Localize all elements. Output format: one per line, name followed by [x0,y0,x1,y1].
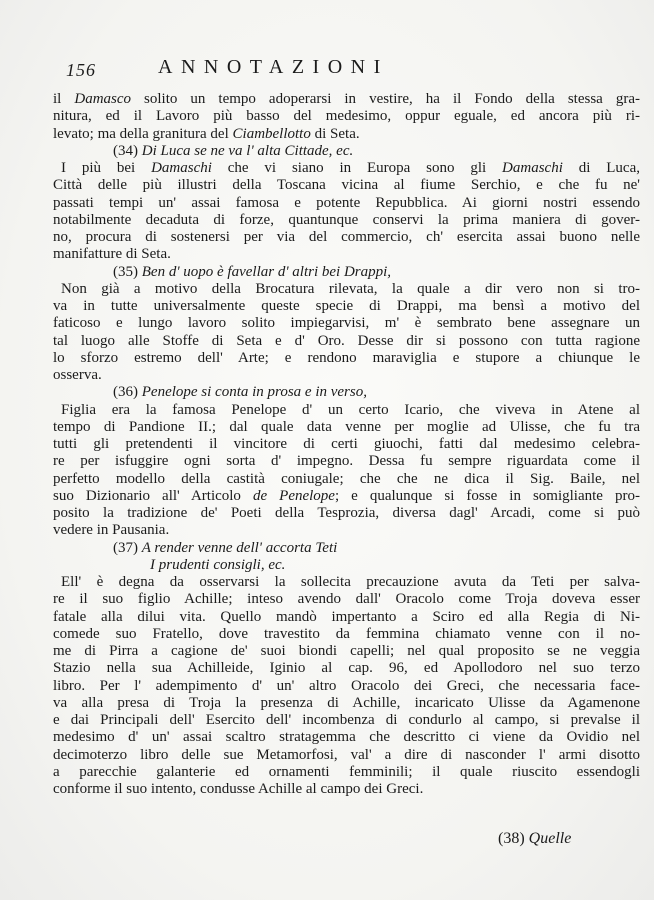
text-segment: Stazio nella sua Achilleide, Iginio al cap. 96, ed Apollodoro nel suo terzo [53,660,640,677]
text-line [53,246,640,263]
text-segment: vedere in Pausania. [53,522,170,539]
text-line [53,419,640,436]
text-segment: va in tutte universalmente queste specie di Drappi, ma bensì a motivo del [53,298,640,314]
text-line [53,195,640,212]
text-segment: re per isfuggire ogni sorta d' impegno. Dessa fu sempre riguardata come il [53,453,640,470]
text-segment: comede suo Fratello, dove travestito da femmina chiamato venne con il no- [53,625,640,642]
text-segment: osserva. [53,367,102,383]
text-line [53,315,640,332]
text-line [53,747,640,764]
italic-text: de Penelope [252,487,335,504]
italic-text: A render venne dell' accorta Teti [141,539,338,556]
text-line [53,488,640,505]
text-segment: (35) [113,263,142,280]
text-line [53,781,640,798]
text-segment: Città delle più illustri della Toscana vicina al fiume Serchio, e che fu ne' [53,177,640,194]
italic-text: Ben d' uopo è favellar d' altri bei Drappi, [141,263,392,280]
text-line [53,350,640,367]
text-segment: ; e qualunque si fosse in somigliante pro- [334,487,640,504]
italic-text: Damaschi [151,160,212,176]
text-segment: (34) [113,142,142,159]
text-line [53,522,640,539]
text-line [53,91,640,108]
italic-text: I prudenti consigli, ec. [150,556,286,573]
text-segment: perfetto modello della castità coniugale; che che ne dica il Sig. Baile, nel [53,470,640,487]
text-segment: libro. Per l' adempimento d' un' altro Oracolo dei Greci, che necessaria face- [53,677,640,694]
italic-text: Damaschi [502,160,563,176]
text-segment: no, procura di sostenersi per via del commercio, ch' esercita assai buono nelle [53,229,640,245]
catchword-word: Quelle [528,830,572,847]
text-segment: I più bei [61,160,152,176]
text-segment: va alla presa di Troja la presenza di Achille, incaricato Ulisse da Agamenone [53,694,640,711]
text-line [53,729,640,746]
text-line [53,160,640,177]
text-segment: tutti gli pretendenti il vincitore di certi giuochi, fatti dal medesimo celebra- [53,436,640,452]
text-segment: di Seta. [310,125,360,142]
text-line [53,436,640,453]
text-line [53,367,640,384]
text-segment: a parecchie galanterie ed ornamenti femminili; il quale riuscito essendogli [53,763,640,780]
text-line [53,764,640,781]
catchword [498,830,571,848]
running-head: ANNOTAZIONI [158,56,389,78]
italic-text: Penelope si conta in prosa e in verso, [141,384,367,401]
text-segment: Non già a motivo della Brocatura rilevata, la quale a dir vero non si tro- [61,280,640,297]
catchword-note-number: (38) [498,830,529,847]
text-line [53,591,640,608]
text-segment: notabilmente decaduta di forze, quantunque conservi la prima maniera di gover- [53,211,640,228]
text-segment: e dai Principali dell' Esercito dell' incombenza di condurlo al campo, si prevalse il [53,712,640,728]
italic-text: Damasco [74,91,132,107]
text-line [53,298,640,315]
text-segment: medesimo d' un' assai scaltro stratagemma che descritto ci viene da Ovidio nel [53,729,640,746]
text-segment: fatale alla dilui vita. Quello mandò impertanto a Sciro ed alla Regia di Ni- [53,608,640,625]
text-line [53,177,640,194]
text-line [53,574,640,591]
text-segment: tal luogo alle Stoffe di Seta e d' Oro. Desse dir si possono con tutta ragione [53,332,640,349]
text-segment: tempo di Pandione II.; dal quale data venne per moglie ad Ulisse, che fu tra [53,418,640,435]
text-line [53,505,640,522]
text-line [53,126,640,143]
text-line [53,643,640,660]
text-line [53,212,640,229]
text-line [53,229,640,246]
italic-text: Di Luca se ne va l' alta Cittade, ec. [141,142,354,159]
text-segment: levato; ma della granitura del [53,125,233,142]
text-line [53,609,640,626]
annotations-body [53,91,640,798]
note-heading-line [53,143,640,160]
text-line [53,402,640,419]
text-segment: di Luca, [562,160,640,176]
text-segment: Figlia era la famosa Penelope d' un certo Icario, che viveva in Atene al [61,401,640,418]
text-segment: lo sforzo estremo dell' Arte; e rendono maraviglia e stupore a chiunque le [53,349,640,366]
text-line [53,108,640,125]
note-heading-line [53,557,640,574]
note-heading-line [53,264,640,281]
text-line [53,695,640,712]
text-segment: passati tempi un' assai famosa e potente Repubblica. Ai giorni nostri essendo [53,194,640,211]
text-segment: nitura, ed il Lavoro più basso del medesimo, oppur eguale, ed ancora più ri- [53,108,640,125]
note-heading-line [53,540,640,557]
text-line [53,678,640,695]
text-segment: posito la tradizione de' Poeti della Tesprozia, diversa dagl' Arcadi, come si può [53,505,640,521]
text-segment: solito un tempo adoperarsi in vestire, ha il Fondo della stessa gra- [131,91,640,107]
text-line [53,281,640,298]
text-segment: decimoterzo libro delle sue Metamorfosi, val' a dire di nasconder l' armi disotto [53,746,640,763]
text-line [53,333,640,350]
text-segment: (36) [113,384,142,401]
text-line [53,453,640,470]
text-segment: conforme il suo intento, condusse Achille al campo dei Greci. [53,781,424,797]
text-line [53,660,640,677]
text-segment: il [53,91,75,107]
text-segment: manifatture di Seta. [53,246,171,263]
text-segment: Ell' è degna da osservarsi la sollecita precauzione avuta da Teti per salva- [61,574,640,590]
text-segment: re il suo figlio Achille; inteso avendo dall' Oracolo come Troja doveva esser [53,591,640,608]
text-line [53,471,640,488]
text-line [53,712,640,729]
text-segment: faticoso e lungo lavoro solito impiegarvisi, m' è sembrato bene assegnare un [53,315,640,332]
page-number: 156 [66,60,96,80]
italic-text: Ciambellotto [232,125,311,142]
text-line [53,626,640,643]
note-heading-line [53,384,640,401]
text-segment: suo Dizionario all' Articolo [53,487,253,504]
text-segment: che vi siano in Europa sono gli [211,160,503,176]
text-segment: me di Pirra a cagione de' suoi biondi capelli; nel qual proposito se ne veggia [53,643,640,659]
text-segment: (37) [113,539,142,556]
